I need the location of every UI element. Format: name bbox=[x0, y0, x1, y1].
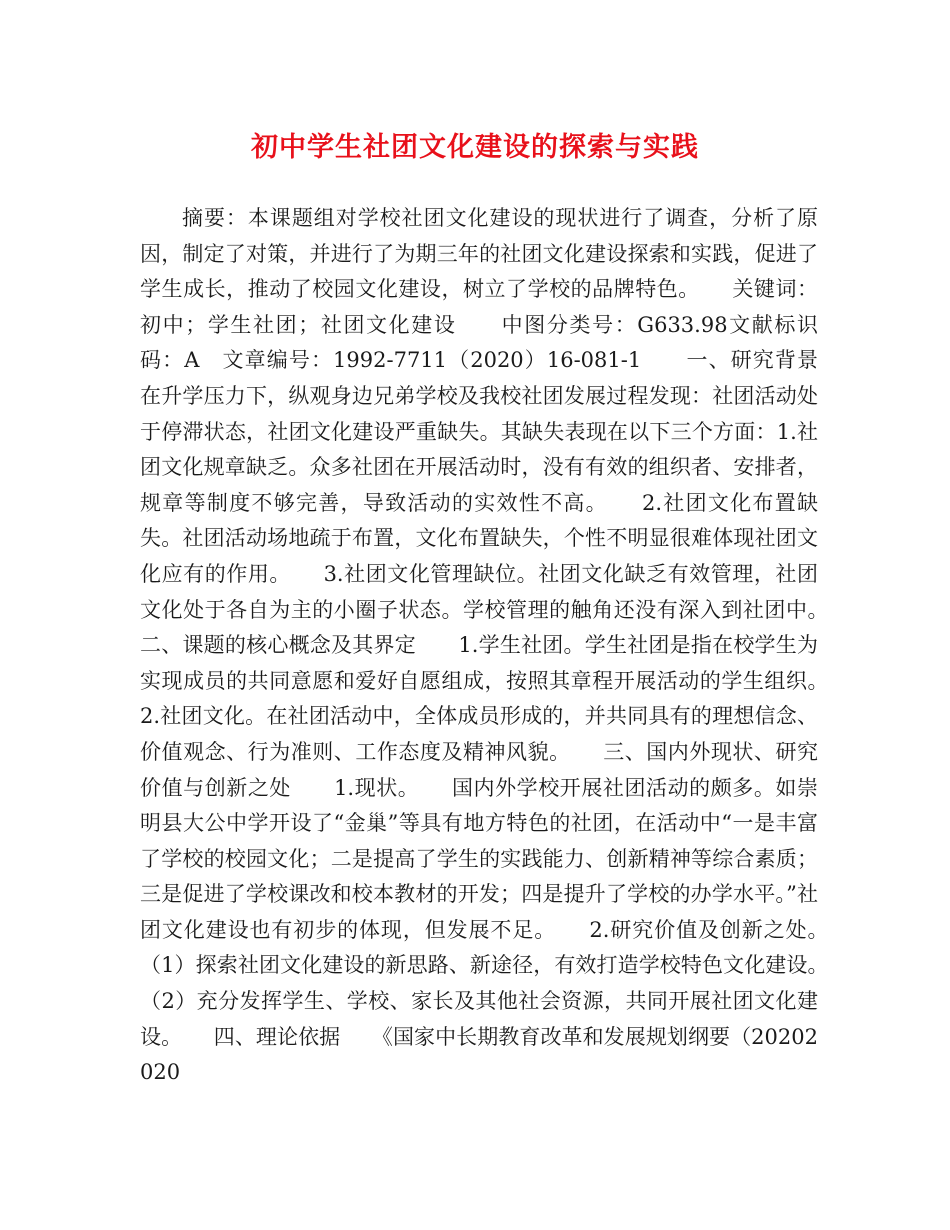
document-title: 初中学生社团文化建设的探索与实践 bbox=[251, 132, 699, 163]
document-body: 摘要：本课题组对学校社团文化建设的现状进行了调查，分析了原因，制定了对策，并进行了为期三年的社团文化建设探索和实践，促进了学生成长，推动了校园文化建设，树立了学校的品牌特色。 关键词：初中；学生社团；社团文化建设 中图分类号：G633.98文献标识码：A 文章编号：1992-7711（2020）16-081-1 一、研究背景 在升学压力下，纵观身边兄弟学校及我校社团发展过程发现：社团活动处于停滞状态，社团文化建设严重缺失。其缺失表现在以下三个方面：1.社团文化规章缺乏。众多社团在开展活动时，没有有效的组织者、安排者，规章等制度不够完善，导致活动的实效性不高。 2.社团文化布置缺失。社团活动场地疏于布置，文化布置缺失，个性不明显很难体现社团文化应有的作用。 3.社团文化管理缺位。社团文化缺乏有效管理，社团文化处于各自为主的小圈子状态。学校管理的触角还没有深入到社团中。 二、课题的核心概念及其界定 1.学生社团。学生社团是指在校学生为实现成员的共同意愿和爱好自愿组成，按照其章程开展活动的学生组织。 2.社团文化。在社团活动中，全体成员形成的，并共同具有的理想信念、价值观念、行为准则、工作态度及精神风貌。 三、国内外现状、研究价值与创新之处 1.现状。 国内外学校开展社团活动的颇多。如崇明县大公中学开设了“金巢”等具有地方特色的社团，在活动中“一是丰富了学校的校园文化；二是提高了学生的实践能力、创新精神等综合素质；三是促进了学校课改和校本教材的开发；四是提升了学校的办学水平。”社团文化建设也有初步的体现，但发展不足。 2.研究价值及创新之处。 （1）探索社团文化建设的新思路、新途径，有效打造学校特色文化建设。 （2）充分发挥学生、学校、家长及其他社会资源，共同开展社团文化建设。 四、理论依据 《国家中长期教育改革和发展规划纲要（20202020 bbox=[140, 206, 860, 1085]
